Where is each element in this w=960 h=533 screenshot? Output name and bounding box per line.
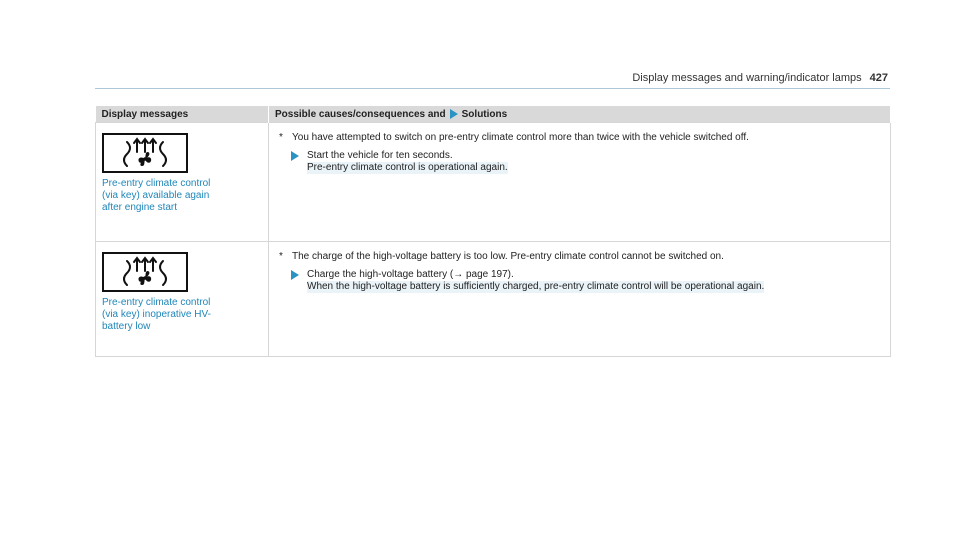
cause-text: You have attempted to switch on pre-entry climate control more than twice with the vehicle switched off. xyxy=(292,132,749,143)
solution-arrow-icon xyxy=(291,270,299,280)
solution-text: Start the vehicle for ten seconds. xyxy=(307,150,453,161)
cause-solution-cell xyxy=(269,242,891,357)
cause-bullet: * xyxy=(279,132,283,143)
message-cell xyxy=(96,242,269,357)
display-message-text: Pre-entry climate control (via key) inoperative HV- battery low xyxy=(102,297,211,332)
result-text: Pre-entry climate control is operational again. xyxy=(307,162,508,173)
table-row xyxy=(96,242,891,357)
display-messages-table xyxy=(95,106,891,357)
table-row xyxy=(96,123,891,242)
message-cell xyxy=(96,123,269,242)
solution-arrow-icon xyxy=(450,109,458,119)
climate-control-fan-icon xyxy=(102,252,188,292)
col-header-solutions-label: Solutions xyxy=(461,108,508,120)
page-header xyxy=(632,72,888,84)
solution-arrow-icon xyxy=(291,151,299,161)
solution-text: Charge the high-voltage battery (→ page 197). xyxy=(307,269,514,280)
header-rule xyxy=(95,88,890,89)
cause-item xyxy=(279,250,880,263)
col-header-display-messages: Display messages xyxy=(96,106,269,123)
col-header-causes xyxy=(269,106,891,123)
solution-item xyxy=(291,269,880,293)
page-number: 427 xyxy=(869,72,888,84)
cause-solution-cell xyxy=(269,123,891,242)
display-message-text: Pre-entry climate control (via key) available again after engine start xyxy=(102,178,211,213)
result-text: When the high-voltage battery is sufficiently charged, pre-entry climate control will be operational again. xyxy=(307,281,765,292)
cause-item xyxy=(279,131,880,144)
cause-text: The charge of the high-voltage battery is too low. Pre-entry climate control cannot be switched on. xyxy=(292,251,724,262)
col-header-causes-label: Possible causes/consequences and xyxy=(275,108,446,120)
section-title: Display messages and warning/indicator lamps xyxy=(632,72,862,84)
cause-bullet: * xyxy=(279,251,283,262)
climate-control-fan-icon xyxy=(102,133,188,173)
solution-item xyxy=(291,150,880,174)
table-header-row xyxy=(96,106,891,123)
